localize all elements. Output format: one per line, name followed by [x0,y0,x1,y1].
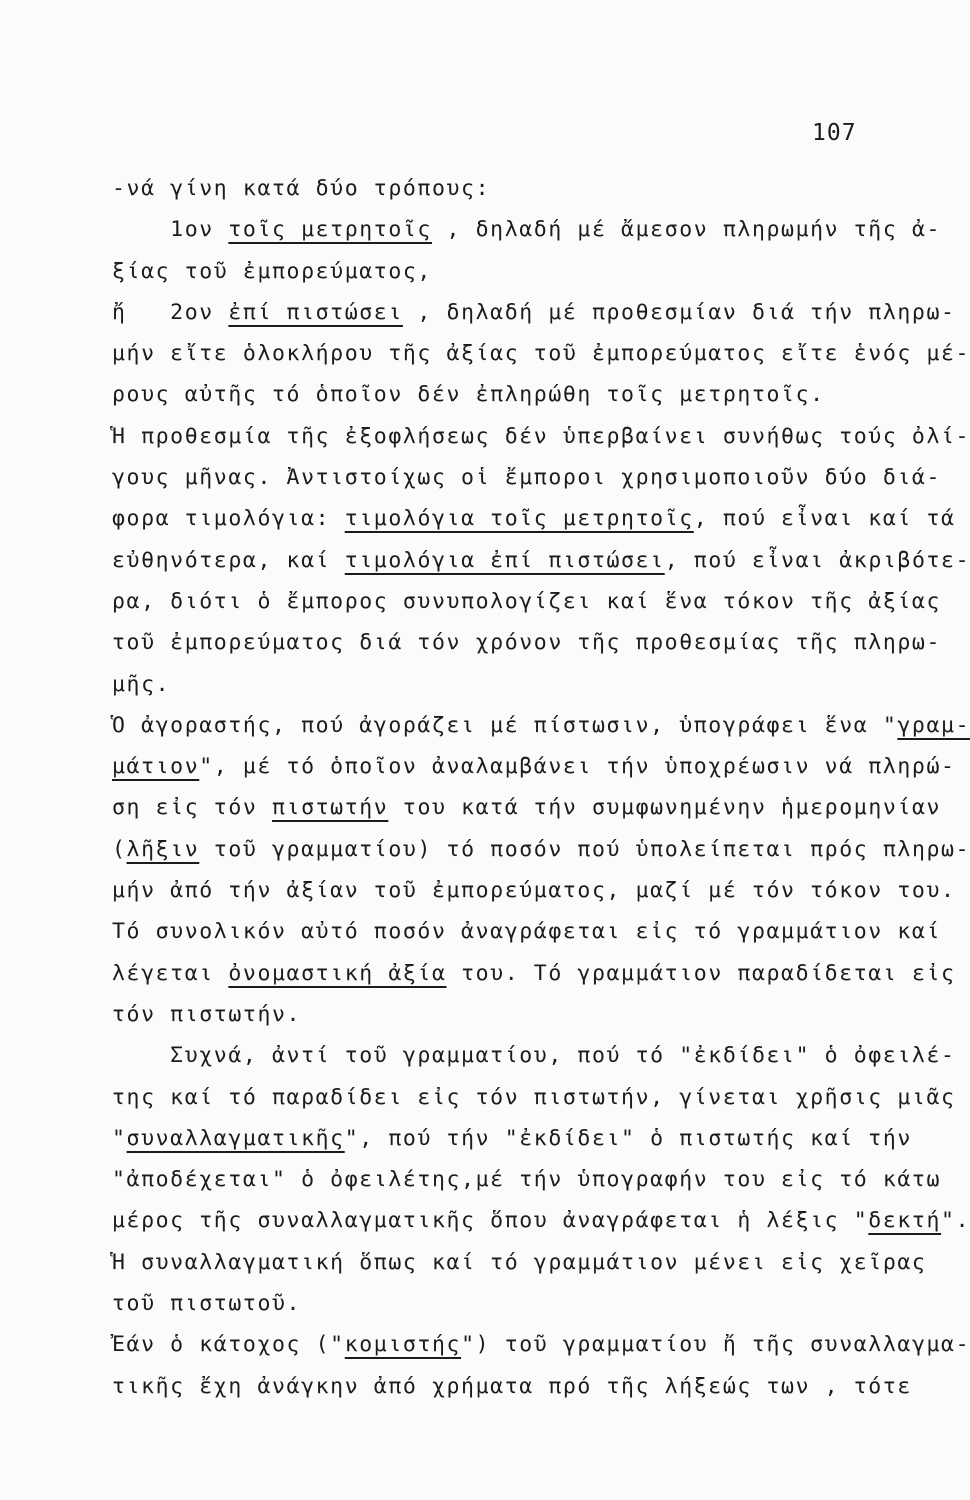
text-segment: -νά γίνη κατά δύο τρόπους: [112,176,491,201]
text-segment: λέγεται [112,960,229,986]
body-text [112,168,970,1407]
text-line [112,540,970,581]
text-segment: 1ον [112,217,229,243]
text-line [112,870,956,911]
text-segment: τοῦ γραμματίου) τό ποσόν πού ὑπολείπεται πρός πληρω- [199,836,970,862]
text-segment: Ἡ συναλλαγματική ὅπως καί τό γραμμάτιον μένει εἰς χεῖρας [112,1249,927,1275]
text-segment: Ἡ προθεσμία τῆς ἐξοφλήσεως δέν ὑπερβαίνει συνήθως τούς ὀλί- [112,423,970,449]
text-segment: ση εἰς τόν [112,795,272,821]
text-line [112,705,970,746]
text-segment: μήν εἴτε ὁλοκλήρου τῆς ἀξίας τοῦ ἐμπορεύματος εἴτε ἑνός μέ- [112,341,970,367]
text-segment: μῆς. [112,671,171,697]
text-line [112,1283,882,1324]
text-line [112,994,882,1035]
text-segment: Συχνά, ἀντί τοῦ γραμματίου, πού τό "ἐκδίδει" ὁ ὀφειλέ- [112,1043,956,1069]
text-line [112,168,882,209]
text-line [112,1366,912,1407]
text-segment: μήν ἀπό τήν ἀξίαν τοῦ ἐμπορεύματος, μαζί μέ τόν τόκον του. [112,878,956,904]
text-line [112,209,942,250]
underlined-term: λῆξιν [126,836,200,862]
underlined-term: συναλλαγματικῆς [126,1125,345,1151]
text-segment: μέρος τῆς συναλλαγματικῆς ὅπου ἀναγράφεται ἡ λέξις " [112,1208,869,1234]
text-segment: ἤ 2ον [112,299,229,325]
text-line [112,374,882,415]
text-line [112,1159,942,1200]
text-segment: Ὁ ἀγοραστής, πού ἀγοράζει μέ πίστωσιν, ὑπογράφει ἕνα " [112,712,898,738]
text-line [112,292,956,333]
text-segment: τοῦ πιστωτοῦ. [112,1291,302,1317]
text-segment: τικῆς ἔχη ἀνάγκην ἀπό χρήματα πρό τῆς λήξεώς των , τότε [112,1373,912,1399]
text-segment: ( [112,836,127,862]
underlined-term: ἐπί πιστώσει [228,299,403,325]
text-segment: ") τοῦ γραμματίου ἤ τῆς συναλλαγμα- [461,1332,970,1358]
text-segment: εὐθηνότερα, καί [112,547,345,573]
text-line [112,911,942,952]
text-segment: , δηλαδή μέ ἄμεσον πληρωμήν τῆς ἀ- [431,217,942,243]
underlined-term: πιστωτήν [272,795,389,821]
text-segment: τόν πιστωτήν. [112,1001,302,1027]
underlined-term: ὀνομαστική ἀξία [228,960,447,986]
text-segment: Ἐάν ὁ κάτοχος (" [112,1332,345,1358]
underlined-term: μάτιον [112,754,200,780]
text-line [112,333,970,374]
text-line [112,787,942,828]
text-line [112,416,970,457]
underlined-term: τοῖς μετρητοῖς [228,217,432,243]
text-segment: της καί τό παραδίδει εἰς τόν πιστωτήν, γίνεται χρῆσις μιᾶς [112,1084,956,1110]
text-segment: φορα τιμολόγια: [112,506,345,532]
text-line [112,829,970,870]
underlined-term: τιμολόγια τοῖς μετρητοῖς [344,506,694,532]
text-segment: ρους αὐτῆς τό ὁποῖον δέν ἐπληρώθη τοῖς μετρητοῖς. [112,382,825,408]
text-line [112,953,956,994]
text-segment: ". [941,1208,970,1234]
underlined-term: γραμ- [897,712,970,738]
underlined-term: δεκτή [868,1208,942,1234]
text-line [112,581,942,622]
text-segment: , δηλαδή μέ προθεσμίαν διά τήν πληρω- [402,299,956,325]
text-line [112,457,942,498]
underlined-term: τιμολόγια ἐπί πιστώσει [344,547,665,573]
text-line [112,1324,970,1365]
text-segment: γους μῆνας. Ἀντιστοίχως οἱ ἔμποροι χρησιμοποιοῦν δύο διά- [112,465,942,491]
text-line [112,1242,927,1283]
text-segment: τοῦ ἐμπορεύματος διά τόν χρόνον τῆς προθεσμίας τῆς πληρω- [112,630,942,656]
text-segment: ", μέ τό ὁποῖον ἀναλαμβάνει τήν ὑποχρέωσιν νά πληρώ- [199,754,956,780]
text-segment: του κατά τήν συμφωνημένην ἡμερομηνίαν [388,795,942,821]
text-segment: Τό συνολικόν αὐτό ποσόν ἀναγράφεται εἰς τό γραμμάτιον καί [112,919,942,945]
page-number: 107 [812,120,857,146]
text-line [112,622,942,663]
text-segment: ρα, διότι ὁ ἔμπορος συνυπολογίζει καί ἕνα τόκον τῆς ἀξίας [112,588,942,614]
text-segment: , πού εἶναι ἀκριβότε- [664,547,970,573]
text-line [112,1077,956,1118]
text-line [112,1118,912,1159]
text-segment: " [112,1125,127,1151]
text-segment: ξίας τοῦ ἐμπορεύματος, [112,258,432,284]
text-line [112,251,882,292]
text-line [112,1035,956,1076]
text-line [112,664,882,705]
text-segment: , πού εἶναι καί τά [693,506,956,532]
text-segment: του. Τό γραμμάτιον παραδίδεται εἰς [446,960,956,986]
text-segment: "ἀποδέχεται" ὁ ὀφειλέτης,μέ τήν ὑπογραφήν του εἰς τό κάτω [112,1167,942,1193]
text-segment: ", πού τήν "ἐκδίδει" ὁ πιστωτής καί τήν [344,1125,912,1151]
text-line [112,746,956,787]
text-line [112,1200,970,1241]
underlined-term: κομιστής [344,1332,462,1358]
text-line [112,498,956,539]
